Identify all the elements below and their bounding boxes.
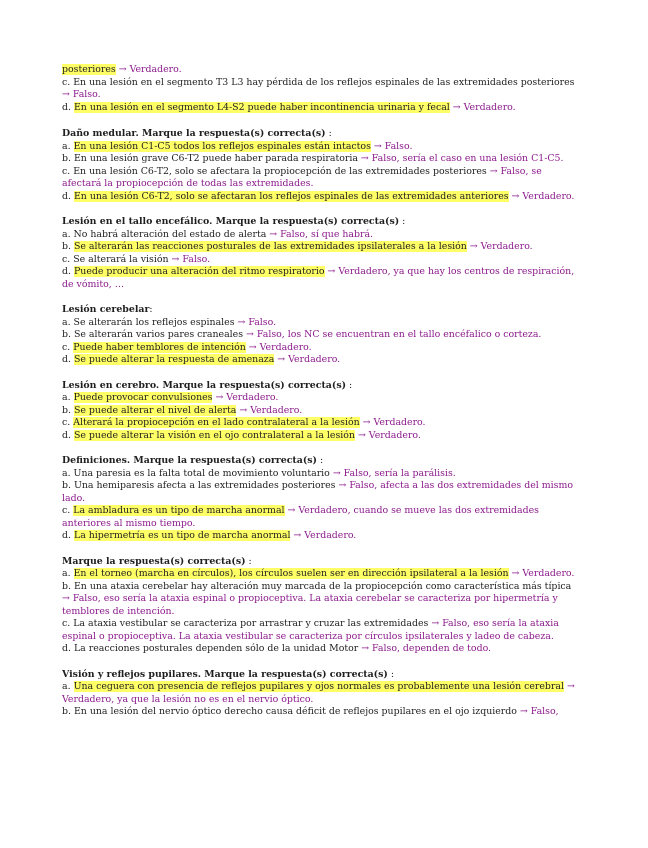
answer-option [62,229,582,242]
answer-text: → Verdadero. [236,404,303,416]
answer-option [62,317,582,330]
highlighted-text: En una lesión en el segmento L4-S2 puede haber incontinencia urinaria y fecal [73,101,450,113]
answer-option [62,581,582,619]
answer-option [62,618,582,643]
option-text: d. [62,530,74,541]
option-text: d. [62,429,74,441]
section-title-suffix: : [325,128,332,139]
question-section [62,556,582,656]
option-text: d. La reacciones posturales dependen sólo de la unidad Motor [62,643,362,654]
section-title-suffix: : [387,668,394,680]
answer-text: → Verdadero. [359,417,426,428]
option-text: a. [62,392,74,403]
section-title: Visión y reflejos pupilares. Marque la respuesta(s) correcta(s) [62,668,388,680]
answer-text: → Verdadero. [290,530,357,541]
question-section [62,128,582,203]
answer-option [62,405,582,418]
highlighted-text: La ambladura es un tipo de marcha anormal [73,505,285,516]
answer-option [62,254,582,267]
answer-text: → Falso, los NC se encuentran en el tallo encéfalico o corteza. [246,329,542,340]
highlighted-text: posteriores [62,64,116,75]
section-title-suffix: : [316,455,324,466]
option-text: b. En una lesión del nervio óptico derecho causa déficit de reflejos pupilares en el ojo izquierdo [62,706,520,717]
highlighted-text: Puede producir una alteración del ritmo respiratorio [73,266,325,277]
answer-option [62,468,582,481]
section-title-suffix: : [149,304,153,315]
option-text: a. [62,568,74,579]
answer-text: → Verdadero. [508,190,575,202]
option-text: c. En una lesión C6-T2, solo se afectara la propiocepción de las extremidades posteriores [62,165,490,177]
option-text: c. [62,417,74,428]
intro-line [62,102,582,115]
answer-text: → Verdadero. [212,392,279,403]
highlighted-text: Se puede alterar el nivel de alerta [73,404,237,416]
answer-option [62,706,582,719]
highlighted-text: Una ceguera con presencia de reflejos pupilares y ojos normales es probablemente una lesión cerebral [73,681,564,692]
highlighted-text: En el torneo (marcha en círculos), los círculos suelen ser en dirección ipsilateral a la lesión [73,568,509,579]
option-text: b. [62,241,74,252]
answer-option [62,354,582,367]
answer-text: → Verdadero. [245,341,312,353]
answer-option [62,643,582,656]
answer-option [62,530,582,543]
section-title: Definiciones. Marque la respuesta(s) correcta(s) [62,455,317,466]
answer-text: → Verdadero. [274,354,341,365]
answer-option [62,430,582,443]
section-heading [62,128,582,141]
highlighted-text: Puede provocar convulsiones [73,392,213,403]
highlighted-text: La hipermetría es un tipo de marcha anormal [73,530,291,541]
answer-text: → Verdadero. [466,241,533,252]
question-section [62,669,582,719]
option-text: d. [62,190,74,202]
option-text: b. En una ataxia cerebelar hay alteración muy marcada de la propiocepción como característica más típica [62,580,572,592]
answer-text: → Falso. [62,89,101,100]
option-text: d. [62,101,74,113]
answer-option [62,191,582,204]
option-text: c. [62,505,74,516]
answer-option [62,681,582,706]
answer-option [62,241,582,254]
highlighted-text: Alterará la propiocepción en el lado contralateral a la lesión [73,417,360,428]
option-text: c. [62,341,74,353]
answer-text: → Verdadero. [354,429,421,441]
section-heading [62,380,582,393]
intro-block [62,64,582,114]
section-title: Marque la respuesta(s) correcta(s) [62,555,246,567]
answer-text: → Falso, eso sería la ataxia espinal o propioceptiva. La ataxia cerebelar se caracteriza por hipermetría y temblores de intención. [62,593,558,617]
section-heading [62,669,582,682]
option-text: b. Se alterarán varios pares craneales [62,329,247,340]
section-title: Lesión cerebelar [62,304,150,315]
answer-text: → Falso, eso sería la ataxia espinal o propioceptiva. La ataxia vestibular se caracteriza por círculos ipsilaterales y ladeo de cabeza. [62,618,559,642]
question-section [62,216,582,291]
section-heading [62,455,582,468]
question-section [62,380,582,443]
answer-text: → Falso, se afectará la propiocepción de todas las extremidades. [62,165,542,189]
answer-option [62,568,582,581]
section-title: Lesión en el tallo encefálico. Marque la respuesta(s) correcta(s) [62,216,400,227]
answer-text: → Falso, afecta a las dos extremidades del mismo lado. [62,480,573,504]
intro-line [62,77,582,102]
question-section [62,455,582,543]
highlighted-text: Puede haber temblores de intención [73,341,246,353]
highlighted-text: En una lesión C1-C5 todos los reflejos espinales están intactos [73,140,371,152]
section-title: Daño medular. Marque la respuesta(s) correcta(s) [62,128,326,139]
option-text: b. [62,404,74,416]
section-heading [62,556,582,569]
answer-text: → Falso, [519,706,559,717]
answer-text: → Falso, sería el caso en una lesión C1-C5. [360,153,564,164]
answer-option [62,505,582,530]
answer-option [62,141,582,154]
answer-option [62,417,582,430]
highlighted-text: Se puede alterar la visión en el ojo contralateral a la lesión [73,429,355,441]
answer-text: → Falso, sería la parálisis. [332,467,456,479]
section-title: Lesión en cerebro. Marque la respuesta(s) correcta(s) [62,379,347,391]
question-sections [62,128,582,719]
option-text: c. En una lesión en el segmento T3 L3 hay pérdida de los reflejos espinales de las extremidades posteriores [62,76,575,88]
answer-option [62,480,582,505]
answer-text: → Verdadero. [508,568,575,579]
option-text: c. La ataxia vestibular se caracteriza por arrastrar y cruzar las extremidades [62,618,432,629]
answer-option [62,392,582,405]
section-heading [62,216,582,229]
answer-text: → Falso, dependen de todo. [361,643,492,654]
section-title-suffix: : [245,555,252,567]
answer-text: → Verdadero. [115,64,182,75]
option-text: a. No habrá alteración del estado de alerta [62,228,270,240]
option-text: a. [62,140,74,152]
section-heading [62,304,582,317]
answer-text: → Falso. [370,140,413,152]
section-title-suffix: : [346,379,353,391]
option-text: b. En una lesión grave C6-T2 puede haber parada respiratoria [62,153,361,164]
answer-text: → Falso. [171,253,211,265]
answer-text: → Verdadero. [449,101,516,113]
intro-line [62,64,582,77]
question-section [62,304,582,367]
answer-text: → Falso, sí que habrá. [269,228,374,240]
section-title-suffix: : [399,216,406,227]
section-gap [62,114,582,128]
option-text: a. Una paresia es la falta total de movimiento voluntario [62,467,333,479]
highlighted-text: Se alterarán las reacciones posturales de las extremidades ipsilaterales a la lesión [73,241,467,252]
document-body [62,64,582,732]
answer-text: → Verdadero, ya que hay los centros de respiración, de vómito, … [62,266,575,290]
highlighted-text: Se puede alterar la respuesta de amenaza [73,354,275,365]
answer-option [62,266,582,291]
option-text: d. [62,354,74,365]
answer-option [62,166,582,191]
answer-option [62,342,582,355]
answer-text: → Falso. [237,316,277,328]
highlighted-text: En una lesión C6-T2, solo se afectaran los reflejos espinales de las extremidades anteriores [73,190,509,202]
option-text: a. [62,681,74,692]
option-text: c. Se alterará la visión [62,253,172,265]
answer-option [62,153,582,166]
option-text: b. Una hemiparesis afecta a las extremidades posteriores [62,480,339,491]
option-text: a. Se alterarán los reflejos espinales [62,316,238,328]
answer-text: → Verdadero, cuando se mueve las dos extremidades anteriores al mismo tiempo. [62,505,539,529]
option-text: d. [62,266,74,277]
answer-text: → Verdadero, ya que la lesión no es en el nervio óptico. [62,681,575,705]
answer-option [62,329,582,342]
